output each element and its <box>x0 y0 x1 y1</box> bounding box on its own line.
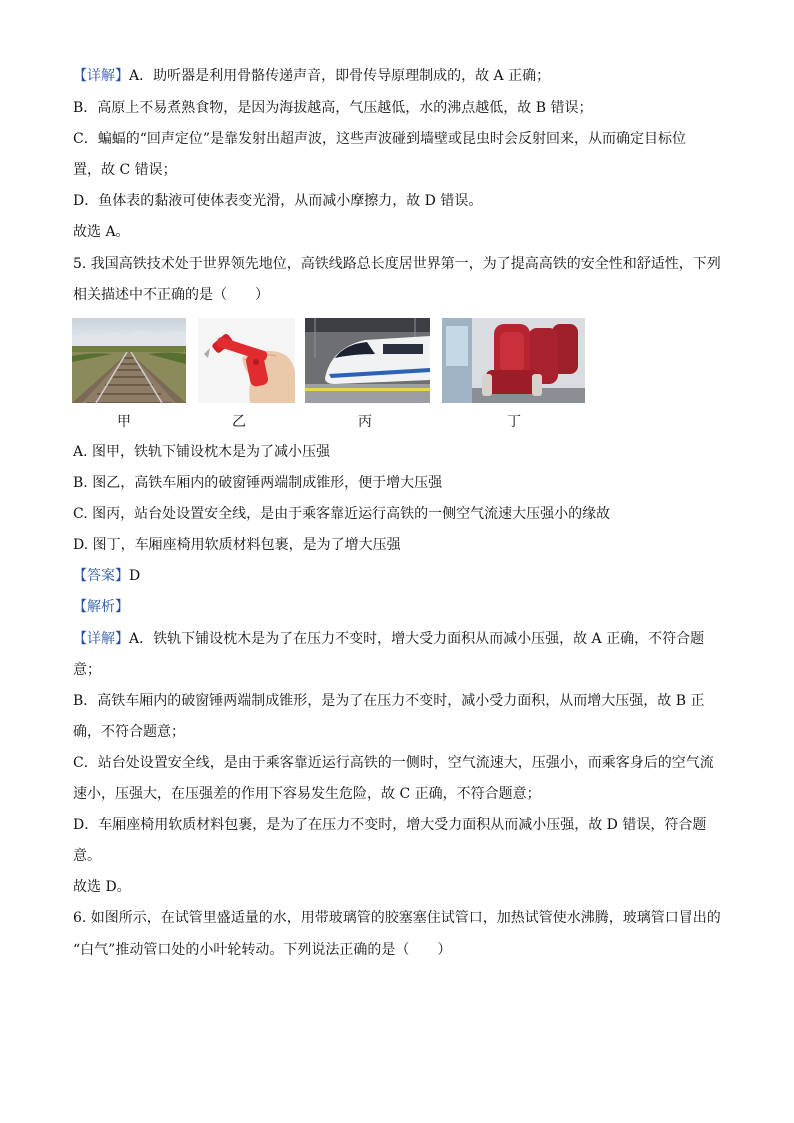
explain-line-4: 确，不符合题意； <box>73 724 185 740</box>
option-c: C. 图丙，站台处设置安全线，是由于乘客靠近运行高铁的一侧空气流速大压强小的缘故 <box>73 506 611 522</box>
q5-stem-line1: 5. 我国高铁技术处于世界领先地位，高铁线路总长度居世界第一，为了提高高铁的安全性和舒适性，下列 <box>73 256 721 272</box>
answer-value: D <box>129 568 141 584</box>
q6-stem-line1: 6. 如图所示，在试管里盛适量的水，用带玻璃管的胶塞塞住试管口，加热试管使水沸腾，玻璃管口冒出的 <box>73 910 721 926</box>
explain-line-1 <box>73 629 704 649</box>
figure-bing-train-image <box>305 318 430 403</box>
explain-line-2: 意； <box>73 662 101 678</box>
option-d: D. 图丁，车厢座椅用软质材料包裹，是为了增大压强 <box>73 537 401 553</box>
explain-line-6: 速小，压强大，在压强差的作用下容易发生危险，故 C 正确，不符合题意； <box>73 786 541 802</box>
caption-ding: 丁 <box>507 414 521 430</box>
explain-line-3: B．高铁车厢内的破窗锤两端制成锥形，是为了在压力不变时，减小受力面积，从而增大压强，故 B 正 <box>73 693 705 709</box>
explain-line-5: C．站台处设置安全线，是由于乘客靠近运行高铁的一侧时，空气流速大，压强小，而乘客身后的空气流 <box>73 755 714 771</box>
option-a: A. 图甲，铁轨下铺设枕木是为了减小压强 <box>73 444 331 460</box>
option-b: B. 图乙，高铁车厢内的破窗锤两端制成锥形，便于增大压强 <box>73 475 443 491</box>
q6-stem-line2: “白气”推动管口处的小叶轮转动。下列说法正确的是（ ） <box>73 942 452 958</box>
caption-yi: 乙 <box>232 414 246 430</box>
answer-tag: 【答案】 <box>73 568 129 584</box>
answer-line <box>73 566 140 586</box>
explain-conclusion: 故选 D。 <box>73 879 131 895</box>
detail-tag-q5: 【详解】 <box>73 631 129 647</box>
detail-line-d: D．鱼体表的黏液可使体表变光滑，从而减小摩擦力，故 D 错误。 <box>73 193 483 209</box>
figure-yi-hammer-image <box>198 318 295 403</box>
caption-jia: 甲 <box>117 414 131 430</box>
detail-line-b: B．高原上不易煮熟食物，是因为海拔越高，气压越低，水的沸点越低，故 B 错误； <box>73 100 593 116</box>
caption-bing: 丙 <box>358 414 372 430</box>
analysis-tag: 【解析】 <box>73 599 129 615</box>
detail-conclusion: 故选 A。 <box>73 224 130 240</box>
explain-line-8: 意。 <box>73 848 101 864</box>
detail-line-c2: 置，故 C 错误； <box>73 162 177 178</box>
detail-tag: 【详解】 <box>73 68 129 84</box>
detail-line-c: C．蝙蝠的“回声定位”是靠发射出超声波，这些声波碰到墙壁或昆虫时会反射回来，从而确定目标位 <box>73 131 687 147</box>
explain-line-7: D．车厢座椅用软质材料包裹，是为了在压力不变时，增大受力面积从而减小压强，故 D 错误，符合题 <box>73 817 707 833</box>
q5-stem-line2: 相关描述中不正确的是（ ） <box>73 287 269 303</box>
detail-line-a <box>73 66 550 86</box>
detail-text: A．助听器是利用骨骼传递声音，即骨传导原理制成的，故 A 正确； <box>129 68 551 84</box>
figure-jia-railway-image <box>72 318 186 403</box>
explain-text-1: A．铁轨下铺设枕木是为了在压力不变时，增大受力面积从而减小压强，故 A 正确，不符合题 <box>129 631 705 647</box>
figure-ding-seats-image <box>442 318 585 403</box>
